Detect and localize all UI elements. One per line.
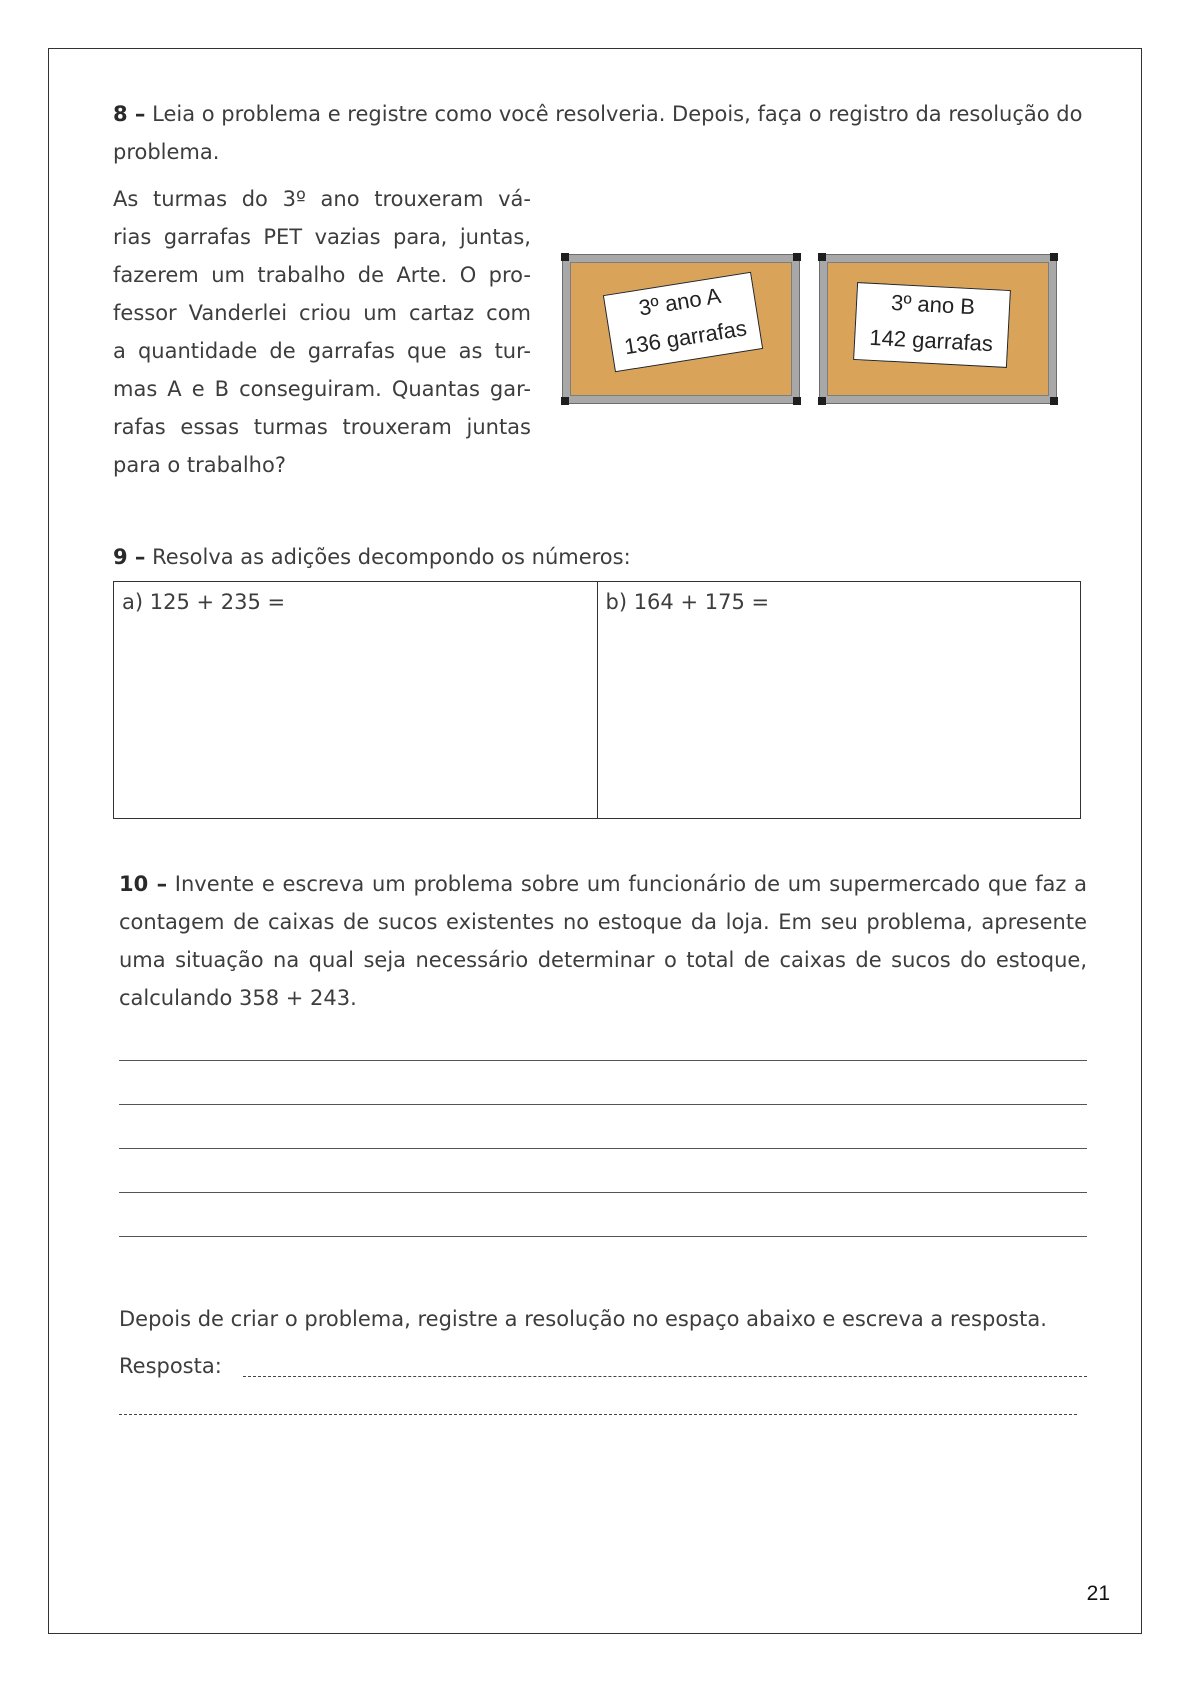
page-number: 21 [1086,1582,1110,1605]
board-corner [818,397,826,405]
writing-line[interactable] [119,1060,1087,1061]
corkboard-class-b [820,255,1056,403]
question-9-instruction [113,538,631,576]
story-line: fessor Vanderlei criou um cartaz com [113,301,531,325]
addition-item-b: b) 164 + 175 = [605,590,770,614]
question-8-story [113,180,531,484]
board-corner [1050,253,1058,261]
question-10-text: Invente e escreva um problema sobre um funcionário de um supermercado que faz a contagem de caixas de sucos existentes no estoque da loja. Em seu problema, apresente uma situação na qual seja necessário determinar o total de caixas de sucos do estoque, calculando 358 + 243. [119,872,1087,1010]
board-corner [793,397,801,405]
question-10-instruction [119,865,1087,1017]
story-line: rias garrafas PET vazias para, juntas, [113,225,531,249]
question-8-instruction [113,95,1093,171]
after-instruction: Depois de criar o problema, registre a resolução no espaço abaixo e escreva a resposta. [119,1307,1047,1331]
board-corner [561,397,569,405]
story-line: rafas essas turmas trouxeram juntas [113,415,531,439]
card-count-label: 142 garrafas [868,324,994,357]
story-line: fazerem um trabalho de Arte. O pro- [113,263,531,287]
board-corner [818,253,826,261]
note-card-class-b [853,282,1011,368]
addition-item-a: a) 125 + 235 = [122,590,286,614]
note-card-class-a [603,272,763,373]
writing-line[interactable] [119,1192,1087,1193]
answer-box-a[interactable] [114,582,597,818]
question-9-text: Resolva as adições decompondo os números: [152,545,631,569]
card-class-label: 3º ano B [890,289,976,320]
story-line: a quantidade de garrafas que as tur- [113,339,531,363]
writing-line[interactable] [119,1104,1087,1105]
corkboard-class-a [563,255,799,403]
question-9-number: 9 – [113,545,146,569]
answer-box-b[interactable] [597,582,1081,818]
board-corner [793,253,801,261]
story-line: mas A e B conseguiram. Quantas gar- [113,377,531,401]
question-10-number: 10 – [119,872,168,896]
writing-line[interactable] [119,1148,1087,1149]
answer-line[interactable] [243,1376,1087,1377]
question-8-number: 8 – [113,102,146,126]
story-line: As turmas do 3º ano trouxeram vá- [113,187,531,211]
question-8-text: Leia o problema e registre como você resolveria. Depois, faça o registro da resolução do problema. [113,102,1083,164]
answer-label: Resposta: [119,1354,222,1378]
answer-line[interactable] [119,1414,1077,1415]
story-line: para o trabalho? [113,453,286,477]
board-corner [561,253,569,261]
card-class-label: 3º ano A [637,282,723,321]
writing-line[interactable] [119,1236,1087,1237]
board-corner [1050,397,1058,405]
addition-answer-table [113,581,1081,819]
card-count-label: 136 garrafas [622,315,749,360]
